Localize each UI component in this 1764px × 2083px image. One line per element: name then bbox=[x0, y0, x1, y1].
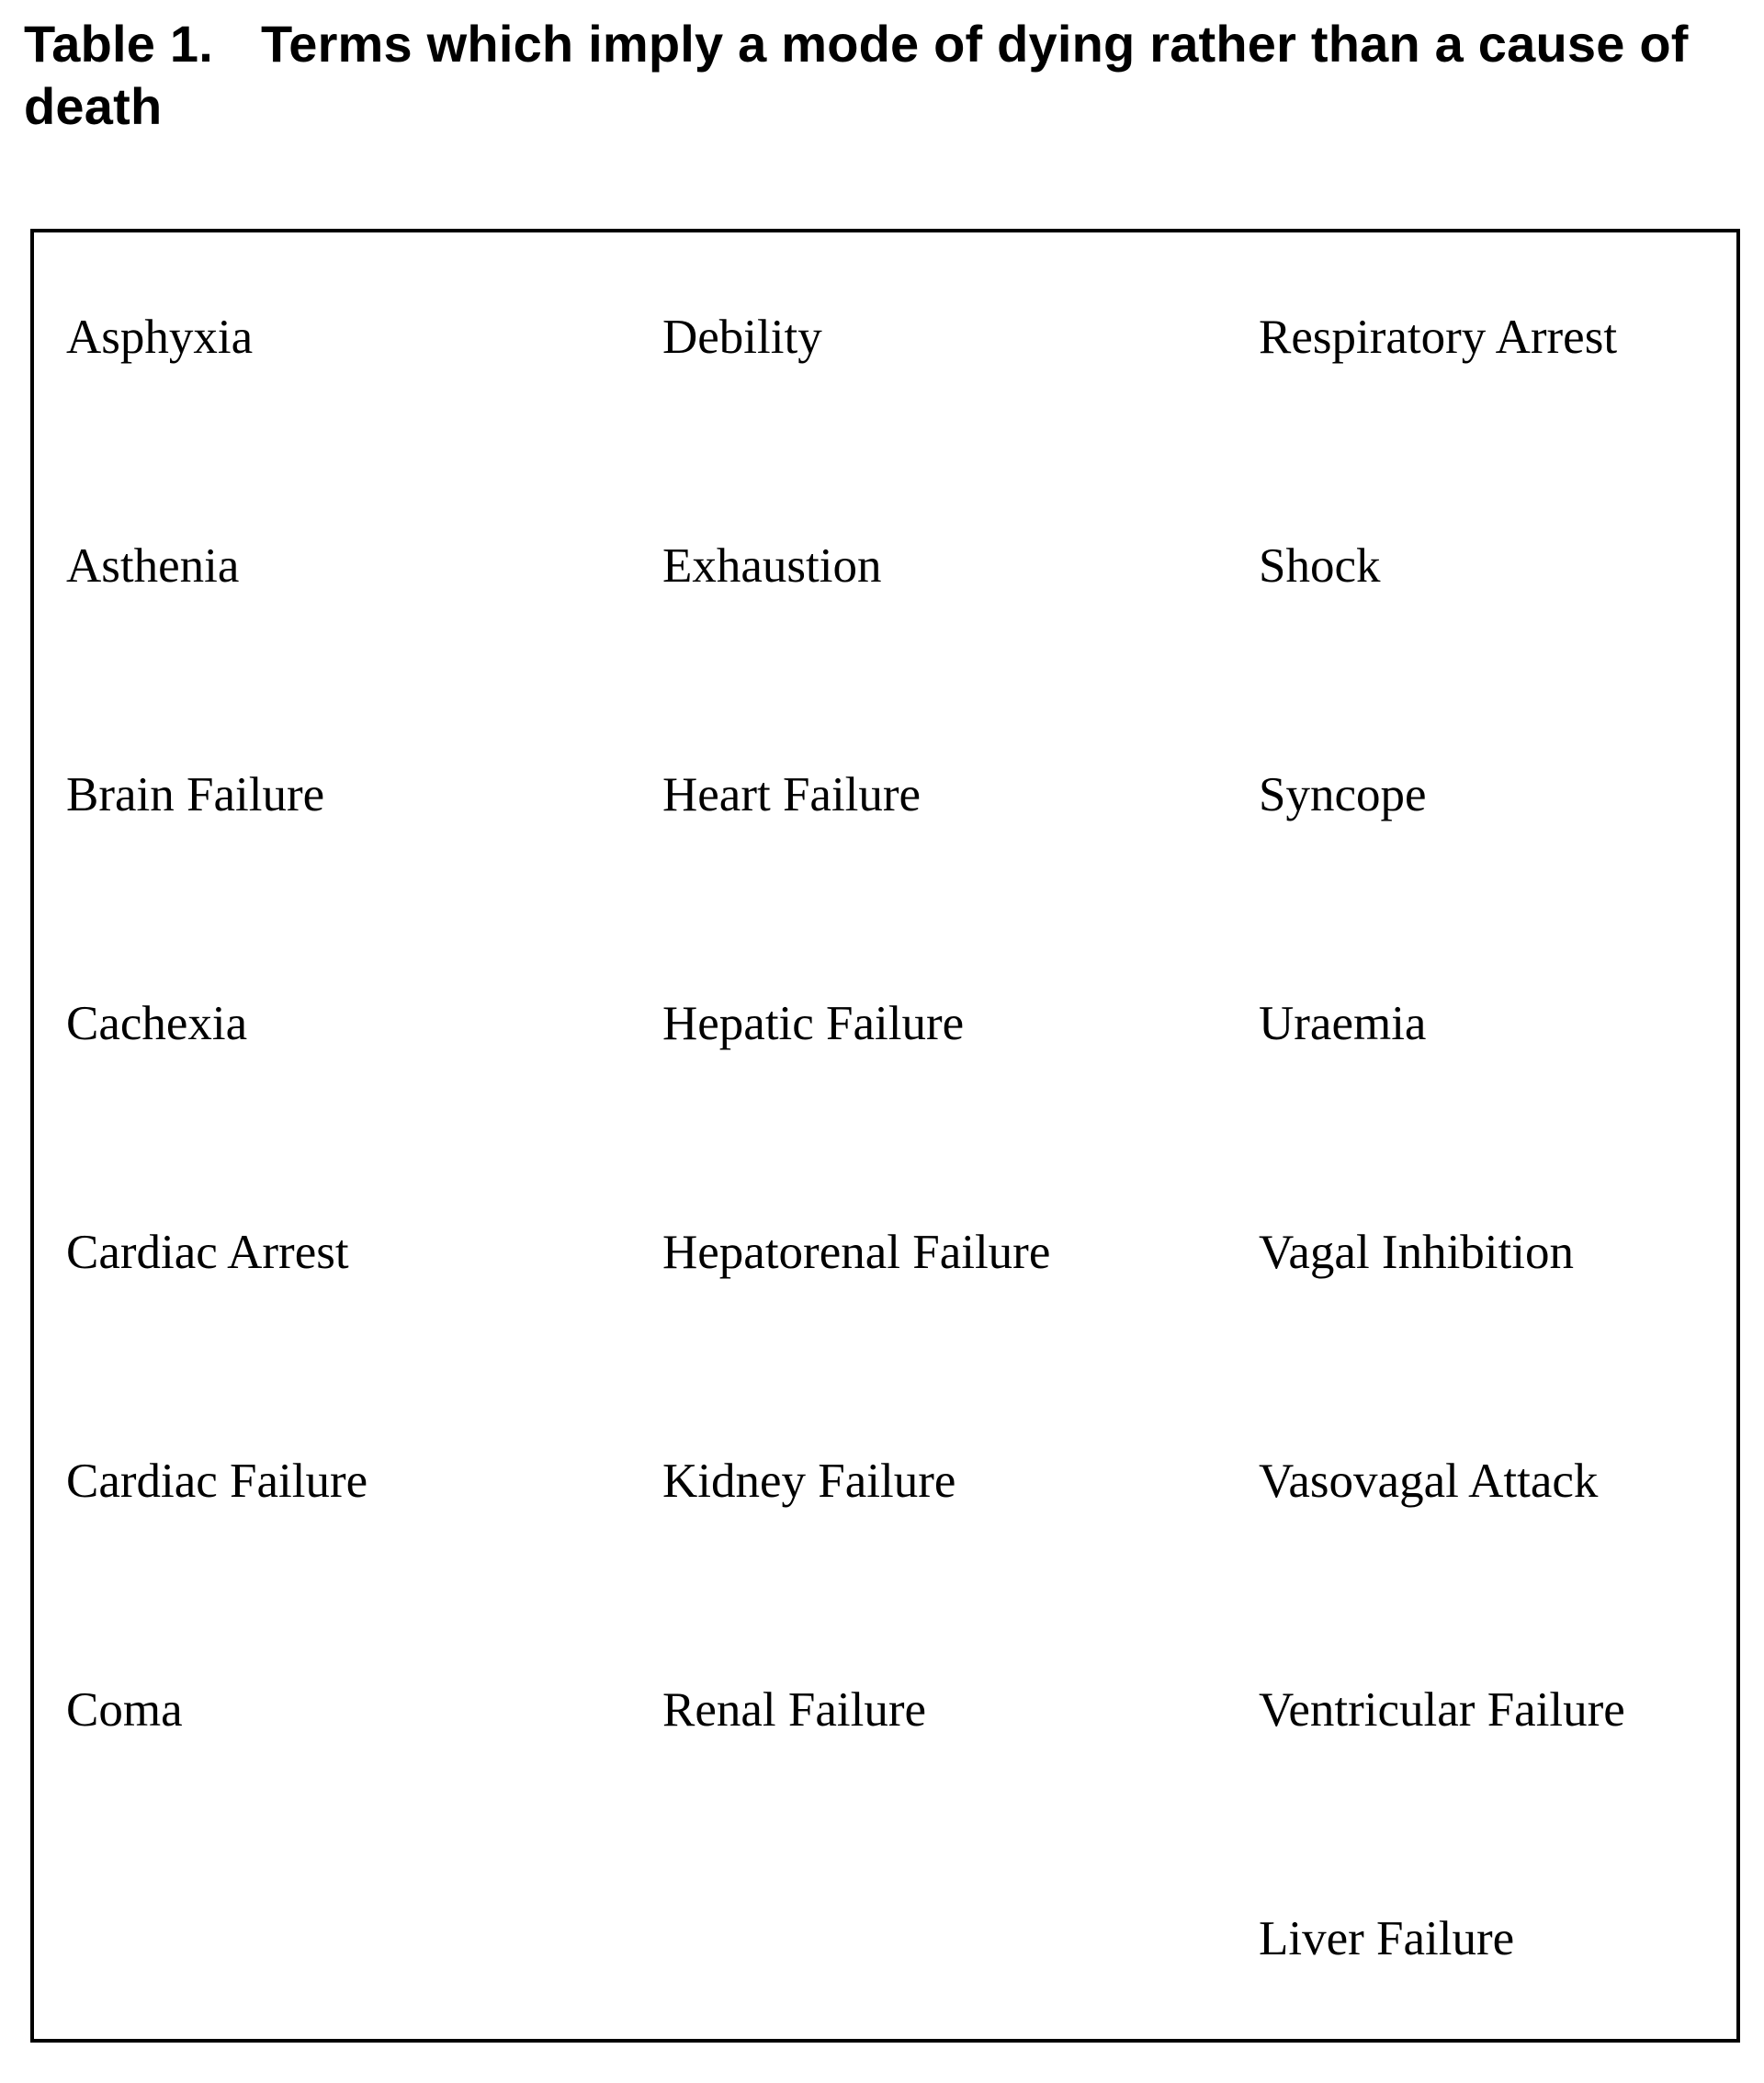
table-cell: Cachexia bbox=[66, 997, 248, 1050]
table-cell: Asthenia bbox=[66, 539, 240, 593]
table-cell: Renal Failure bbox=[662, 1683, 926, 1737]
table-cell: Hepatorenal Failure bbox=[662, 1226, 1051, 1279]
table-cell: Ventricular Failure bbox=[1259, 1683, 1625, 1737]
table-cell: Hepatic Failure bbox=[662, 997, 965, 1050]
table-cell: Vagal Inhibition bbox=[1259, 1226, 1574, 1279]
table-cell: Uraemia bbox=[1259, 997, 1427, 1050]
table-cell: Kidney Failure bbox=[662, 1455, 956, 1508]
table-number: Table 1. bbox=[24, 15, 213, 73]
table-cell: Cardiac Failure bbox=[66, 1455, 368, 1508]
table-cell: Debility bbox=[662, 311, 822, 364]
table-cell: Brain Failure bbox=[66, 768, 325, 821]
table-cell: Exhaustion bbox=[662, 539, 882, 593]
table-cell: Vasovagal Attack bbox=[1259, 1455, 1599, 1508]
table-cell: Asphyxia bbox=[66, 311, 254, 364]
table-title: Terms which imply a mode of dying rather than a cause of death bbox=[24, 15, 1689, 135]
table-cell: Coma bbox=[66, 1683, 183, 1737]
table-cell: Shock bbox=[1259, 539, 1381, 593]
table-cell: Heart Failure bbox=[662, 768, 922, 821]
table-cell: Cardiac Arrest bbox=[66, 1226, 349, 1279]
table-cell: Syncope bbox=[1259, 768, 1427, 821]
table-cell: Liver Failure bbox=[1259, 1912, 1515, 1965]
table-caption bbox=[24, 13, 1751, 138]
terms-table bbox=[30, 229, 1740, 2043]
table-cell: Respiratory Arrest bbox=[1259, 311, 1618, 364]
